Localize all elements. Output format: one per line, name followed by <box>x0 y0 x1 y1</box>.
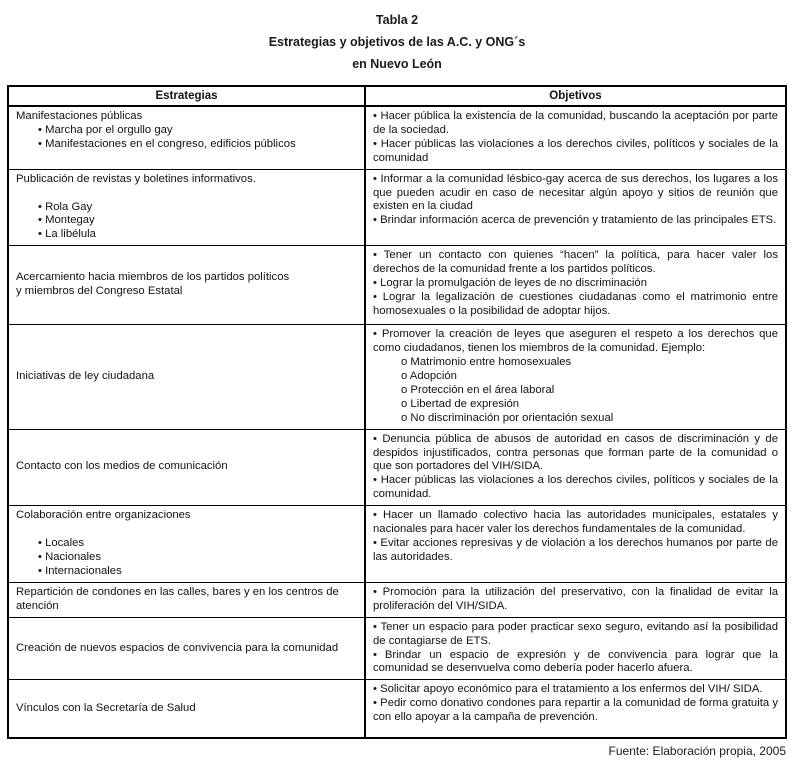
objective-item: • Brindar información acerca de prevención y tratamiento de las principales ETS. <box>373 214 777 227</box>
strategy-cell <box>8 506 365 583</box>
objectives-cell <box>365 246 786 325</box>
objective-item: • Lograr la legalización de cuestiones ciudadanas como el matrimonio entre homosexuales o la posibilidad de adoptar hijos. <box>373 290 778 317</box>
strategy-text: Repartición de condones en las calles, bares y en los centros de atención <box>16 585 339 612</box>
objective-item: • Hacer pública la existencia de la comunidad, buscando la aceptación por parte de la sociedad. <box>373 110 778 136</box>
strategy-bullet: • Internacionales <box>38 564 122 577</box>
table-row <box>8 506 786 583</box>
objectives-cell <box>365 325 786 429</box>
caption-line-2: Estrategias y objetivos de las A.C. y ONG´s <box>268 35 526 49</box>
table-header <box>8 86 786 106</box>
objectives-cell <box>365 680 786 738</box>
objective-item: • Evitar acciones represivas y de violación a los derechos humanos por parte de las autoridades. <box>373 536 778 563</box>
objectives-cell <box>365 582 786 617</box>
strategy-bullet: • Montegay <box>38 214 95 227</box>
objective-subitem: o Matrimonio entre homosexuales <box>401 356 572 369</box>
table-row <box>8 617 786 680</box>
table-row <box>8 106 786 169</box>
header-objetivos: Objetivos <box>365 86 786 106</box>
strategy-bullet: • Marcha por el orgullo gay <box>38 123 173 136</box>
objectives-cell <box>365 429 786 506</box>
table-body <box>8 106 786 738</box>
table-caption <box>0 0 794 75</box>
objective-item: • Promoción para la utilización del preservativo, con la finalidad de evitar la proliferación del VIH/SIDA. <box>373 585 778 612</box>
strategy-text: Iniciativas de ley ciudadana <box>16 369 155 382</box>
objective-item: • Tener un espacio para poder practicar sexo seguro, evitando así la posibilidad de contagiarse de ETS. <box>373 620 778 647</box>
objectives-cell <box>365 169 786 246</box>
objectives-cell <box>365 506 786 583</box>
objective-item: • Hacer un llamado colectivo hacia las autoridades municipales, estatales y nacionales para hacer valer los derechos fundamentales de la comunidad. <box>373 509 778 536</box>
objective-subitem: o Libertad de expresión <box>401 397 520 410</box>
table-row <box>8 582 786 617</box>
objectives-cell <box>365 617 786 680</box>
header-estrategias: Estrategias <box>8 86 365 106</box>
table-row <box>8 246 786 325</box>
strategy-cell <box>8 429 365 506</box>
strategy-cell <box>8 169 365 246</box>
table-row <box>8 680 786 738</box>
strategy-bullet: • Manifestaciones en el congreso, edificios públicos <box>38 137 296 150</box>
strategy-text: Manifestaciones públicas <box>16 110 143 122</box>
caption-line-3: en Nuevo León <box>352 57 442 71</box>
objective-item: • Promover la creación de leyes que aseguren el respeto a los derechos que como ciudadanos, tienen los miembros de la comunidad. Ejemplo: <box>373 328 778 355</box>
objective-item: • Hacer públicas las violaciones a los derechos civiles, políticos y sociales de la comunidad. <box>373 474 778 501</box>
objective-item: • Informar a la comunidad lésbico-gay acerca de sus derechos, los lugares a los que pueden acudir en caso de necesitar algún apoyo y sitios de reunión que existen en la ciudad <box>373 172 778 213</box>
strategy-text: y miembros del Congreso Estatal <box>16 285 183 298</box>
strategy-text: Contacto con los medios de comunicación <box>16 460 228 473</box>
objective-item: • Solicitar apoyo económico para el tratamiento a los enfermos del VIH/ SIDA. <box>373 683 763 696</box>
strategy-cell <box>8 246 365 325</box>
strategy-bullet: • Locales <box>38 537 85 550</box>
objective-item: • Tener un contacto con quienes “hacen” la política, para hacer valer los derechos de la comunidad frente a los partidos políticos. <box>373 249 778 276</box>
strategy-cell <box>8 106 365 169</box>
header-row <box>8 86 786 106</box>
objective-item: • Pedir como donativo condones para repartir a la comunidad de forma gratuita y con ello apoyar a la campaña de prevención. <box>373 697 778 724</box>
table-row <box>8 169 786 246</box>
strategy-bullet: • La libélula <box>38 228 96 241</box>
table-row <box>8 429 786 506</box>
strategy-text: Vínculos con la Secretaría de Salud <box>16 701 196 714</box>
caption-line-1: Tabla 2 <box>375 13 419 27</box>
objective-item: • Lograr la promulgación de leyes de no discriminación <box>373 277 647 290</box>
objective-subitem: o Protección en el área laboral <box>401 383 555 396</box>
table-row <box>8 325 786 429</box>
strategies-objectives-table <box>7 85 787 739</box>
objective-subitem: o Adopción <box>401 369 457 382</box>
objective-item: • Brindar un espacio de expresión y de convivencia para lograr que la comunidad se desenvuelva como debería poder hacerlo afuera. <box>373 648 778 675</box>
strategy-text: Publicación de revistas y boletines informativos. <box>16 172 256 185</box>
strategy-bullet: • Nacionales <box>38 550 101 563</box>
strategy-cell <box>8 325 365 429</box>
objective-item: • Hacer públicas las violaciones a los derechos civiles, políticos y sociales de la comunidad <box>373 137 778 164</box>
strategy-text: Creación de nuevos espacios de convivencia para la comunidad <box>16 641 339 654</box>
strategy-bullet: • Rola Gay <box>38 200 93 213</box>
strategy-text: Acercamiento hacia miembros de los partidos políticos <box>16 271 290 284</box>
strategy-cell <box>8 680 365 738</box>
source-note: Fuente: Elaboración propia, 2005 <box>608 743 786 758</box>
strategy-text: Colaboración entre organizaciones <box>16 509 191 522</box>
strategy-cell <box>8 617 365 680</box>
objectives-cell <box>365 106 786 169</box>
strategy-cell <box>8 582 365 617</box>
objective-item: • Denuncia pública de abusos de autoridad en casos de discriminación y de despidos injustificados, contra personas que forman parte de la comunidad o que son portadores del VIH/SIDA. <box>373 432 778 473</box>
objective-subitem: o No discriminación por orientación sexual <box>401 411 614 424</box>
